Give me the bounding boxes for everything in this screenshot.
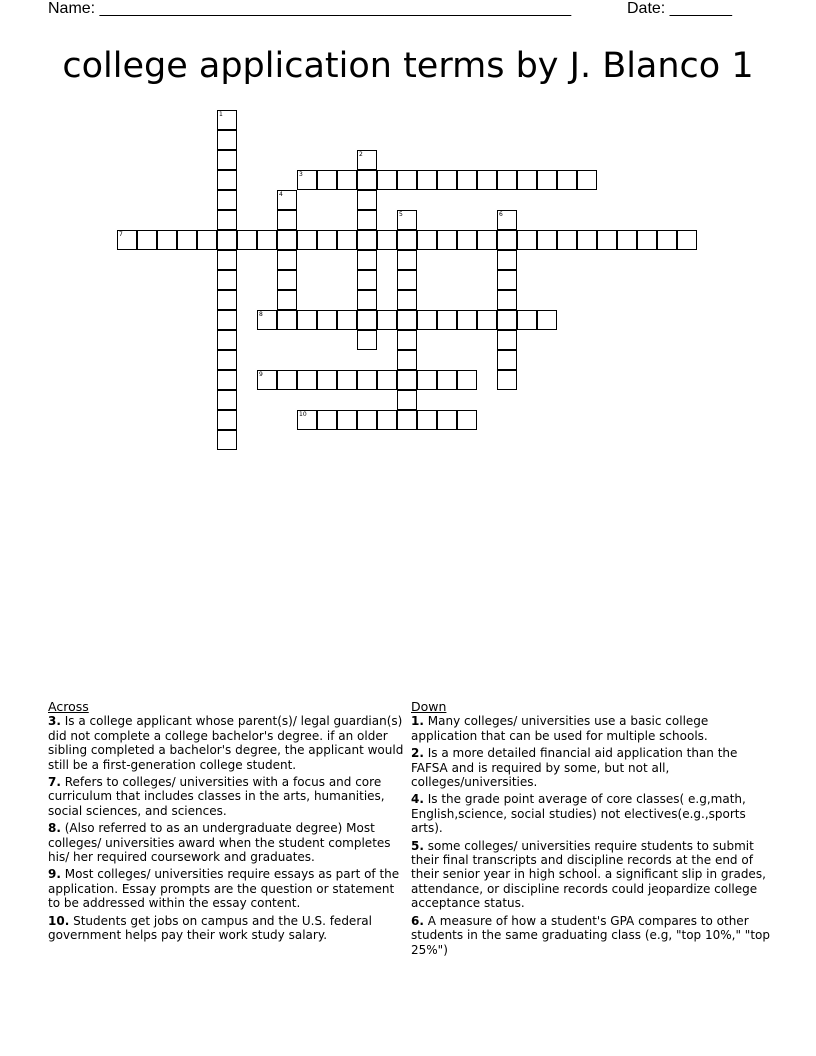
- crossword-cell[interactable]: [397, 310, 417, 330]
- crossword-cell[interactable]: [217, 270, 237, 290]
- crossword-cell[interactable]: [637, 230, 657, 250]
- clue-number-label: 4: [279, 191, 283, 198]
- crossword-cell[interactable]: [257, 230, 277, 250]
- crossword-cell[interactable]: [217, 230, 237, 250]
- crossword-cell[interactable]: [217, 210, 237, 230]
- clue-item: [48, 821, 408, 864]
- crossword-cell[interactable]: [457, 370, 477, 390]
- crossword-cell[interactable]: [377, 370, 397, 390]
- crossword-cell[interactable]: [537, 170, 557, 190]
- crossword-cell[interactable]: [477, 310, 497, 330]
- crossword-cell[interactable]: [217, 330, 237, 350]
- crossword-cell[interactable]: [357, 310, 377, 330]
- crossword-cell[interactable]: [357, 330, 377, 350]
- crossword-cell[interactable]: [297, 170, 317, 190]
- crossword-cell[interactable]: [397, 230, 417, 250]
- crossword-cell[interactable]: [277, 230, 297, 250]
- clue-text: A measure of how a student's GPA compares to other students in the same graduating class (e.g, "top 10%," "top 25%"): [411, 913, 770, 957]
- crossword-cell[interactable]: [417, 410, 437, 430]
- crossword-cell[interactable]: [317, 170, 337, 190]
- crossword-cell[interactable]: [357, 230, 377, 250]
- crossword-cell[interactable]: [417, 230, 437, 250]
- crossword-cell[interactable]: [257, 370, 277, 390]
- clue-number-label: 6: [499, 211, 503, 218]
- crossword-cell[interactable]: [517, 230, 537, 250]
- across-clue-list: [48, 714, 408, 942]
- crossword-cell[interactable]: [277, 290, 297, 310]
- crossword-cell[interactable]: [557, 170, 577, 190]
- clue-text: Students get jobs on campus and the U.S. federal government helps pay their work study salary.: [48, 913, 372, 943]
- crossword-cell[interactable]: [497, 330, 517, 350]
- crossword-cell[interactable]: [437, 370, 457, 390]
- crossword-cell[interactable]: [217, 430, 237, 450]
- clue-item: [48, 714, 408, 772]
- crossword-cell[interactable]: [337, 370, 357, 390]
- clue-item: [48, 775, 408, 818]
- crossword-cell[interactable]: [297, 410, 317, 430]
- crossword-cell[interactable]: [417, 370, 437, 390]
- crossword-cell[interactable]: [437, 310, 457, 330]
- crossword-cell[interactable]: [357, 190, 377, 210]
- crossword-cell[interactable]: [477, 230, 497, 250]
- crossword-cell[interactable]: [217, 390, 237, 410]
- crossword-cell[interactable]: [557, 230, 577, 250]
- crossword-cell[interactable]: [377, 410, 397, 430]
- crossword-cell[interactable]: [317, 410, 337, 430]
- clue-number: 3.: [48, 714, 61, 729]
- crossword-cell[interactable]: [217, 110, 237, 130]
- crossword-cell[interactable]: [537, 230, 557, 250]
- down-clue-list: [411, 714, 773, 957]
- clue-text: Is a college applicant whose parent(s)/ legal guardian(s) did not complete a college bachelor's degree. if an older sibling completed a bachelor's degree, the applicant would still be a first-generation college student.: [48, 714, 404, 772]
- crossword-cell[interactable]: [537, 310, 557, 330]
- clue-number: 4.: [411, 792, 424, 807]
- crossword-cell[interactable]: [457, 410, 477, 430]
- crossword-cell[interactable]: [217, 130, 237, 150]
- clue-item: [411, 792, 773, 835]
- crossword-cell[interactable]: [457, 230, 477, 250]
- crossword-cell[interactable]: [397, 350, 417, 370]
- crossword-cell[interactable]: [317, 230, 337, 250]
- crossword-cell[interactable]: [437, 410, 457, 430]
- clue-number-label: 1: [219, 111, 223, 118]
- crossword-cell[interactable]: [577, 170, 597, 190]
- clue-number: 1.: [411, 714, 424, 729]
- crossword-cell[interactable]: [217, 370, 237, 390]
- crossword-cell[interactable]: [357, 150, 377, 170]
- crossword-cell[interactable]: [477, 170, 497, 190]
- crossword-cell[interactable]: [277, 270, 297, 290]
- clue-text: Is a more detailed financial aid application than the FAFSA and is required by some, but not all, colleges/universities.: [411, 746, 738, 790]
- clue-text: some colleges/ universities require students to submit their final transcripts and discipline records at the end of their senior year in high school. a significant slip in grades, attendance, or discipline records could jeopardize college acceptance status.: [411, 838, 766, 911]
- down-heading: Down: [411, 699, 447, 714]
- crossword-cell[interactable]: [217, 190, 237, 210]
- crossword-cell[interactable]: [357, 250, 377, 270]
- clue-item: [411, 746, 773, 789]
- clue-number-label: 3: [299, 171, 303, 178]
- crossword-cell[interactable]: [437, 230, 457, 250]
- crossword-cell[interactable]: [517, 170, 537, 190]
- crossword-cell[interactable]: [377, 310, 397, 330]
- crossword-cell[interactable]: [457, 170, 477, 190]
- crossword-cell[interactable]: [297, 310, 317, 330]
- crossword-cell[interactable]: [277, 190, 297, 210]
- crossword-cell[interactable]: [677, 230, 697, 250]
- crossword-cell[interactable]: [157, 230, 177, 250]
- clue-item: [411, 914, 773, 957]
- crossword-cell[interactable]: [497, 250, 517, 270]
- crossword-cell[interactable]: [337, 230, 357, 250]
- crossword-cell[interactable]: [217, 310, 237, 330]
- crossword-cell[interactable]: [357, 270, 377, 290]
- crossword-cell[interactable]: [437, 170, 457, 190]
- crossword-cell[interactable]: [457, 310, 477, 330]
- crossword-cell[interactable]: [357, 370, 377, 390]
- crossword-cell[interactable]: [397, 170, 417, 190]
- crossword-cell[interactable]: [417, 310, 437, 330]
- clue-number-label: 8: [259, 311, 263, 318]
- clue-number-label: 9: [259, 371, 263, 378]
- clue-number: 2.: [411, 746, 424, 761]
- crossword-cell[interactable]: [577, 230, 597, 250]
- crossword-cell[interactable]: [337, 170, 357, 190]
- clue-number: 10.: [48, 913, 70, 928]
- clue-number: 5.: [411, 838, 424, 853]
- clue-number: 6.: [411, 913, 424, 928]
- crossword-cell[interactable]: [317, 370, 337, 390]
- crossword-cell[interactable]: [217, 410, 237, 430]
- crossword-cell[interactable]: [317, 310, 337, 330]
- crossword-cell[interactable]: [217, 290, 237, 310]
- crossword-cell[interactable]: [397, 270, 417, 290]
- clue-item: [48, 914, 408, 943]
- crossword-cell[interactable]: [397, 390, 417, 410]
- crossword-cell[interactable]: [657, 230, 677, 250]
- crossword-cell[interactable]: [277, 250, 297, 270]
- crossword-cell[interactable]: [497, 230, 517, 250]
- crossword-cell[interactable]: [257, 310, 277, 330]
- clue-item: [48, 867, 408, 910]
- across-clues: [48, 700, 408, 946]
- crossword-cell[interactable]: [277, 310, 297, 330]
- crossword-cell[interactable]: [357, 290, 377, 310]
- clue-number: 7.: [48, 775, 61, 790]
- clue-text: Refers to colleges/ universities with a focus and core curriculum that includes classes in the arts, humanities, social sciences, and sciences.: [48, 775, 385, 818]
- crossword-cell[interactable]: [277, 210, 297, 230]
- clue-text: Is the grade point average of core classes( e.g,math, English,science, social studies) not electives(e.g.,sports arts).: [411, 792, 746, 836]
- crossword-cell[interactable]: [237, 230, 257, 250]
- clue-number: 9.: [48, 867, 61, 882]
- crossword-cell[interactable]: [397, 290, 417, 310]
- clue-number-label: 2: [359, 151, 363, 158]
- crossword-cell[interactable]: [497, 270, 517, 290]
- clue-text: (Also referred to as an undergraduate degree) Most colleges/ universities award when the student completes his/ her required coursework and graduates.: [48, 821, 391, 865]
- across-heading: Across: [48, 699, 89, 714]
- crossword-cell[interactable]: [357, 170, 377, 190]
- crossword-cell[interactable]: [417, 170, 437, 190]
- crossword-cell[interactable]: [297, 370, 317, 390]
- crossword-cell[interactable]: [497, 350, 517, 370]
- crossword-cell[interactable]: [217, 150, 237, 170]
- crossword-cell[interactable]: [357, 410, 377, 430]
- crossword-cell[interactable]: [497, 370, 517, 390]
- crossword-cell[interactable]: [397, 410, 417, 430]
- crossword-cell[interactable]: [177, 230, 197, 250]
- clue-item: [411, 714, 773, 743]
- crossword-cell[interactable]: [217, 170, 237, 190]
- clue-text: Many colleges/ universities use a basic college application that can be used for multiple schools.: [411, 714, 709, 743]
- down-clues: [411, 700, 773, 960]
- crossword-cell[interactable]: [397, 370, 417, 390]
- crossword-cell[interactable]: [497, 290, 517, 310]
- crossword-cell[interactable]: [397, 250, 417, 270]
- crossword-cell[interactable]: [377, 230, 397, 250]
- date-field[interactable]: Date: _______: [627, 0, 732, 17]
- clue-number-label: 10: [299, 411, 307, 418]
- page-title: college application terms by J. Blanco 1: [62, 46, 754, 86]
- crossword-cell[interactable]: [617, 230, 637, 250]
- crossword-cell[interactable]: [377, 170, 397, 190]
- crossword-cell[interactable]: [497, 210, 517, 230]
- crossword-cell[interactable]: [197, 230, 217, 250]
- crossword-cell[interactable]: [517, 310, 537, 330]
- name-field[interactable]: Name: _____________________________________________________: [48, 0, 572, 17]
- crossword-cell[interactable]: [217, 250, 237, 270]
- crossword-cell[interactable]: [397, 330, 417, 350]
- crossword-cell[interactable]: [397, 210, 417, 230]
- crossword-cell[interactable]: [337, 410, 357, 430]
- crossword-cell[interactable]: [297, 230, 317, 250]
- clue-item: [411, 839, 773, 911]
- clue-number-label: 7: [119, 231, 123, 238]
- crossword-cell[interactable]: [277, 370, 297, 390]
- crossword-cell[interactable]: [137, 230, 157, 250]
- clue-text: Most colleges/ universities require essays as part of the application. Essay prompts are the question or statement to be addressed within the essay content.: [48, 867, 400, 911]
- clue-number: 8.: [48, 821, 61, 836]
- clue-number-label: 5: [399, 211, 403, 218]
- crossword-cell[interactable]: [357, 210, 377, 230]
- crossword-cell[interactable]: [497, 170, 517, 190]
- crossword-cell[interactable]: [337, 310, 357, 330]
- crossword-cell[interactable]: [117, 230, 137, 250]
- crossword-cell[interactable]: [497, 310, 517, 330]
- crossword-cell[interactable]: [597, 230, 617, 250]
- crossword-grid: [0, 0, 816, 470]
- crossword-cell[interactable]: [217, 350, 237, 370]
